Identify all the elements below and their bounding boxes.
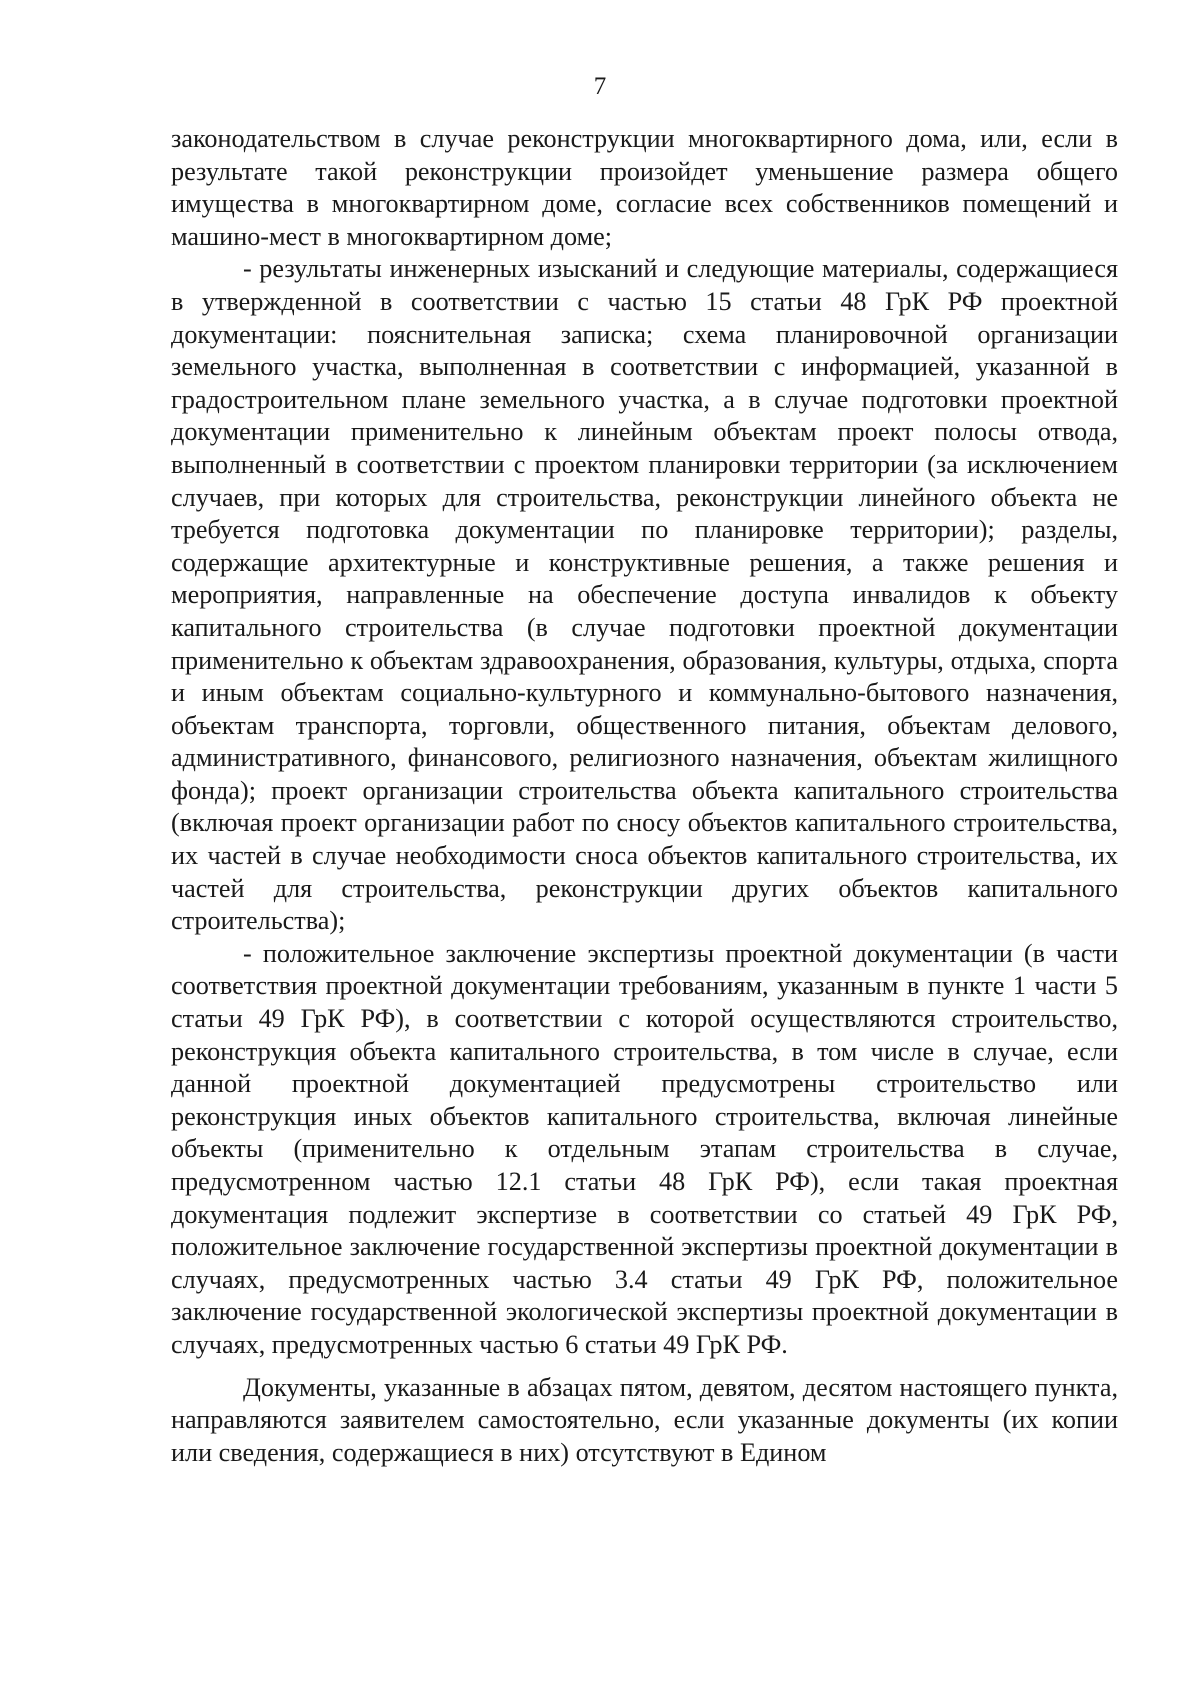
- page-number: 7: [593, 73, 607, 100]
- document-body: [171, 123, 1118, 1469]
- paragraph-expertise-conclusion: - положительное заключение экспертизы проектной документации (в части соответствия проектной документации требованиям, указанным в пункте 1 части 5 статьи 49 ГрК РФ), в соответствии с которой осуществляются строительство, реконструкция объекта капитального строительства, в том числе в случае, если данной проектной документацией предусмотрены строительство или реконструкция иных объектов капитального строительства, включая линейные объекты (применительно к отдельным этапам строительства в случае, предусмотренном частью 12.1 статьи 48 ГрК РФ), если такая проектная документация подлежит экспертизе в соответствии со статьей 49 ГрК РФ, положительное заключение государственной экспертизы проектной документации в случаях, предусмотренных частью 3.4 статьи 49 ГрК РФ, положительное заключение государственной экологической экспертизы проектной документации в случаях, предусмотренных частью 6 статьи 49 ГрК РФ.: [171, 938, 1118, 1359]
- paragraph-continuation: законодательством в случае реконструкции многоквартирного дома, или, если в результате такой реконструкции произойдет уменьшение размера общего имущества в многоквартирном доме, согласие всех собственников помещений и машино-мест в многоквартирном доме;: [171, 124, 1118, 251]
- paragraph-documents-submission: Документы, указанные в абзацах пятом, девятом, десятом настоящего пункта, направляются заявителем самостоятельно, если указанные документы (их копии или сведения, содержащиеся в них) отсутствуют в Едином: [171, 1372, 1118, 1467]
- paragraph-engineering-surveys: - результаты инженерных изысканий и следующие материалы, содержащиеся в утвержденной в соответствии с частью 15 статьи 48 ГрК РФ проектной документации: пояснительная записка; схема планировочной организации земельного участка, выполненная в соответствии с информацией, указанной в градостроительном плане земельного участка, а в случае подготовки проектной документации применительно к линейным объектам проект полосы отвода, выполненный в соответствии с проектом планировки территории (за исключением случаев, при которых для строительства, реконструкции линейного объекта не требуется подготовка документации по планировке территории); разделы, содержащие архитектурные и конструктивные решения, а также решения и мероприятия, направленные на обеспечение доступа инвалидов к объекту капитального строительства (в случае подготовки проектной документации применительно к объектам здравоохранения, образования, культуры, отдыха, спорта и иным объектам социально-культурного и коммунально-бытового назначения, объектам транспорта, торговли, общественного питания, объектам делового, административного, финансового, религиозного назначения, объектам жилищного фонда); проект организации строительства объекта капитального строительства (включая проект организации работ по сносу объектов капитального строительства, их частей в случае необходимости сноса объектов капитального строительства, их частей для строительства, реконструкции других объектов капитального строительства);: [171, 254, 1118, 936]
